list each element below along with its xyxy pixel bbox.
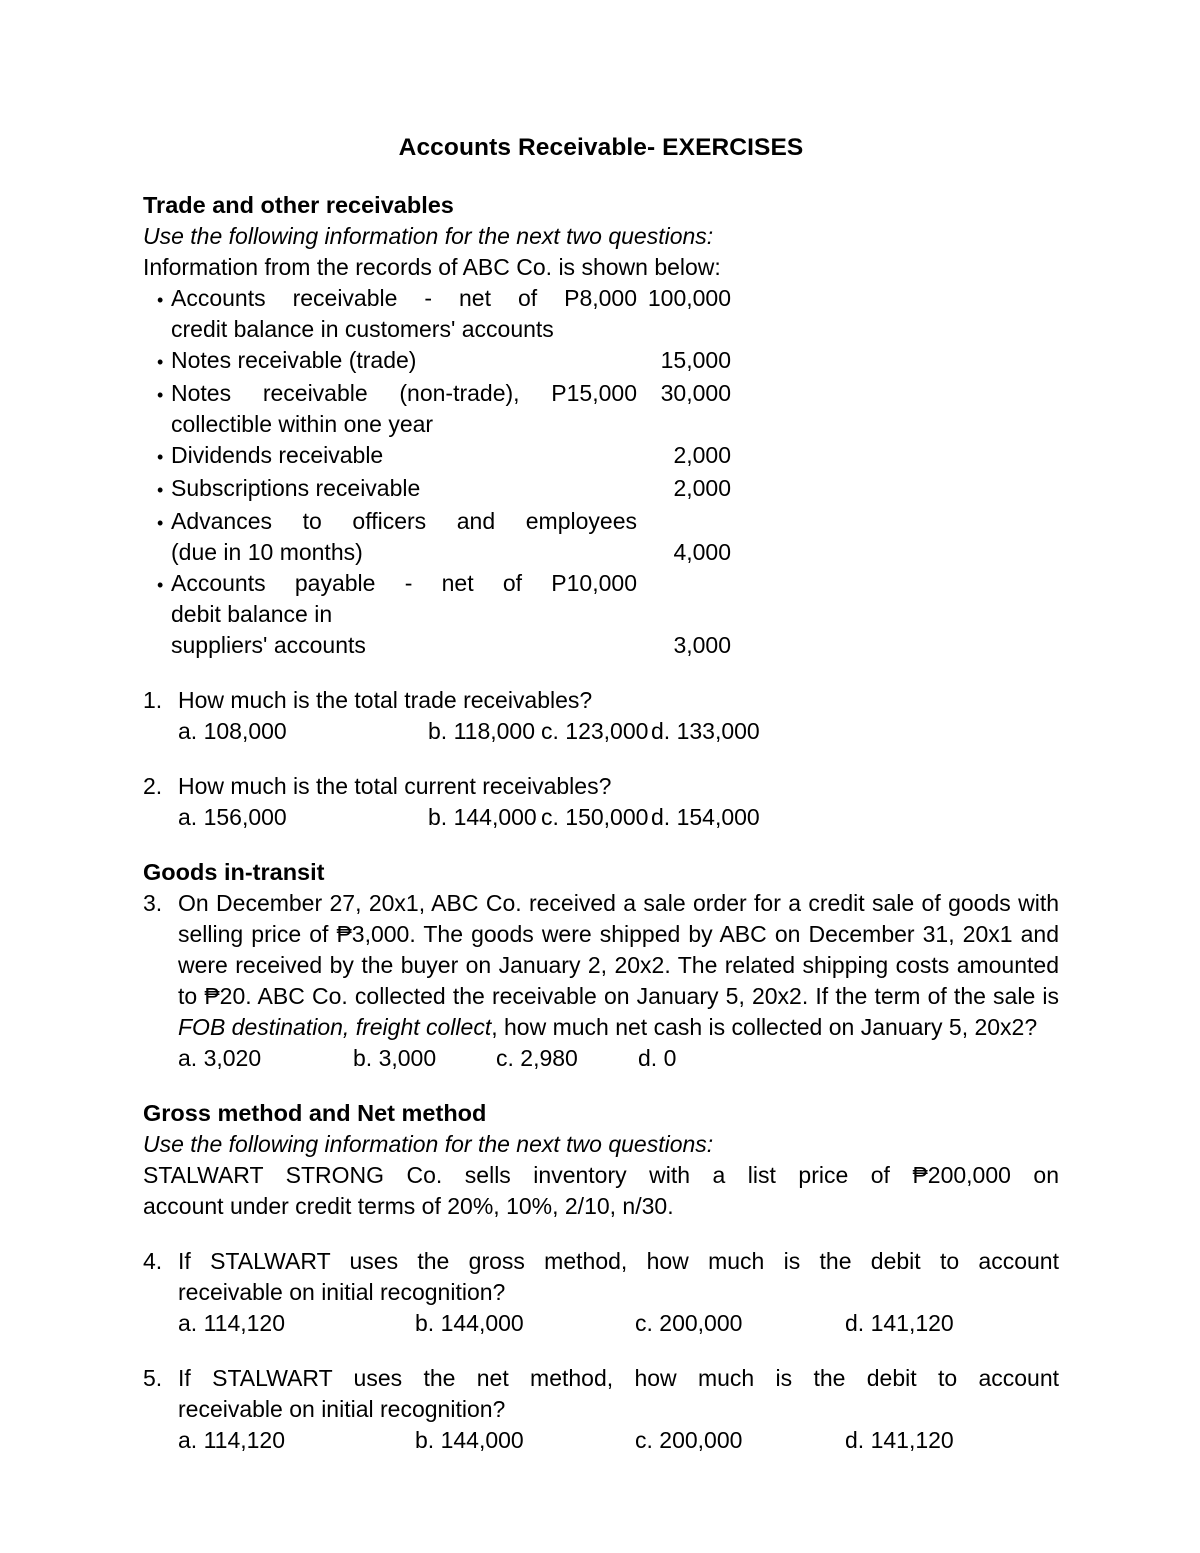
document-content [143, 133, 1059, 1456]
question-text-line-1: If STALWART uses the net method, how much is the debit to account [178, 1365, 1059, 1391]
question-body [178, 1246, 1059, 1308]
section-heading-gross-net: Gross method and Net method [143, 1100, 487, 1126]
question-text-part-a: On December 27, 20x1, ABC Co. received a sale order for a credit sale of goods with selling price of ₱3,000. The goods were shipped by ABC on December 31, 20x1 and were received by the buyer on January 2, 20x2. The related shipping costs amounted to ₱20. ABC Co. collected the receivable on January 5, 20x2. If the term of the sale is [178, 890, 1059, 1009]
question-text: How much is the total current receivables? [178, 773, 612, 799]
page-title: Accounts Receivable- EXERCISES [398, 134, 804, 161]
list-item-value: 100,000 [647, 285, 731, 311]
spacer [143, 1074, 1059, 1098]
list-item [143, 283, 755, 345]
list-item [143, 440, 755, 473]
list-item-label-line1: Dividends receivable [171, 442, 384, 468]
list-item-label-line1: Accounts receivable - net of P8,000 [171, 285, 637, 311]
option-c[interactable]: c. 200,000 [635, 1310, 743, 1336]
list-item-value: 30,000 [660, 380, 731, 406]
spacer [143, 163, 1059, 190]
list-item-label [171, 506, 641, 568]
option-a[interactable]: a. 114,120 [178, 1427, 286, 1453]
question-text-italic: FOB destination, freight collect [178, 1014, 492, 1040]
question-number: 2. [143, 773, 163, 799]
option-b[interactable]: b. 144,000 [415, 1427, 524, 1453]
list-item-label [171, 440, 641, 471]
spacer [143, 747, 1059, 771]
question-body [178, 1363, 1059, 1425]
list-item-value: 2,000 [673, 442, 731, 468]
options-question-1 [143, 716, 1059, 747]
question-text-part-b: , how much net cash is collected on January 5, 20x2? [491, 1014, 1038, 1040]
list-item-label-line1: Accounts payable - net of P10,000 [171, 570, 637, 596]
spacer [143, 833, 1059, 857]
option-a[interactable]: a. 114,120 [178, 1310, 286, 1336]
list-item-label-line2: credit balance in customers' accounts [171, 316, 554, 342]
option-d[interactable]: d. 154,000 [651, 804, 760, 830]
option-b[interactable]: b. 3,000 [353, 1045, 437, 1071]
option-c[interactable]: c. 2,980 [496, 1045, 578, 1071]
question-text-line-1: If STALWART uses the gross method, how much is the debit to account [178, 1248, 1059, 1274]
list-item-value: 2,000 [673, 475, 731, 501]
option-d[interactable]: d. 133,000 [651, 718, 760, 744]
options-question-4 [143, 1308, 1059, 1339]
list-item-label-line1: Advances to officers and employees [171, 508, 637, 534]
question-text [178, 888, 1059, 1043]
question-4 [143, 1246, 1059, 1308]
list-item-label-line2: collectible within one year [171, 411, 434, 437]
question-number: 3. [143, 890, 163, 916]
spacer [143, 661, 1059, 685]
list-item-value: 15,000 [660, 347, 731, 373]
spacer [143, 1222, 1059, 1246]
scenario-line-1: STALWART STRONG Co. sells inventory with a list price of ₱200,000 on [143, 1162, 1059, 1188]
bullet-icon: • [157, 513, 164, 533]
receivables-list [143, 283, 755, 661]
list-item-label [171, 473, 641, 504]
list-item-label [171, 568, 641, 661]
question-2 [143, 771, 1059, 802]
list-item-label [171, 378, 641, 440]
option-d[interactable]: d. 141,120 [845, 1310, 954, 1336]
bullet-icon: • [157, 352, 164, 372]
options-question-5 [143, 1425, 1059, 1456]
question-number: 5. [143, 1365, 163, 1391]
intro-trade: Information from the records of ABC Co. is shown below: [143, 254, 721, 280]
option-c[interactable]: c. 123,000 [541, 718, 649, 744]
list-item-label-line1: Subscriptions receivable [171, 475, 421, 501]
option-d[interactable]: d. 0 [638, 1045, 677, 1071]
list-item-value: 4,000 [673, 539, 731, 565]
option-c[interactable]: c. 150,000 [541, 804, 649, 830]
list-item [143, 378, 755, 440]
question-text: How much is the total trade receivables? [178, 687, 593, 713]
option-a[interactable]: a. 3,020 [178, 1045, 262, 1071]
options-question-3 [143, 1043, 1059, 1074]
question-number: 4. [143, 1248, 163, 1274]
question-number: 1. [143, 687, 163, 713]
question-body [178, 888, 1059, 1043]
section-heading-trade: Trade and other receivables [143, 192, 454, 218]
option-b[interactable]: b. 144,000 [415, 1310, 524, 1336]
list-item-label-line3: suppliers' accounts [171, 632, 366, 658]
list-item-label-line2: debit balance in [171, 601, 333, 627]
list-item-label [171, 283, 641, 345]
question-1 [143, 685, 1059, 716]
bullet-icon: • [157, 575, 164, 595]
bullet-icon: • [157, 385, 164, 405]
list-item-label [171, 345, 641, 376]
options-question-2 [143, 802, 1059, 833]
section-heading-goods: Goods in-transit [143, 859, 325, 885]
option-d[interactable]: d. 141,120 [845, 1427, 954, 1453]
bullet-icon: • [157, 447, 164, 467]
question-body [178, 685, 1059, 716]
option-c[interactable]: c. 200,000 [635, 1427, 743, 1453]
list-item-label-line2: (due in 10 months) [171, 539, 363, 565]
option-a[interactable]: a. 108,000 [178, 718, 287, 744]
scenario-line-2: account under credit terms of 20%, 10%, 2/10, n/30. [143, 1193, 674, 1219]
question-text-line-2: receivable on initial recognition? [178, 1396, 506, 1422]
instruction-gross-net: Use the following information for the next two questions: [143, 1131, 714, 1157]
list-item-value: 3,000 [673, 632, 731, 658]
option-b[interactable]: b. 118,000 [428, 718, 536, 744]
option-a[interactable]: a. 156,000 [178, 804, 287, 830]
question-5 [143, 1363, 1059, 1425]
question-3 [143, 888, 1059, 1043]
list-item [143, 506, 755, 568]
list-item-label-line1: Notes receivable (trade) [171, 347, 417, 373]
bullet-icon: • [157, 290, 164, 310]
question-body [178, 771, 1059, 802]
bullet-icon: • [157, 480, 164, 500]
instruction-trade: Use the following information for the next two questions: [143, 223, 714, 249]
list-item-label-line1: Notes receivable (non-trade), P15,000 [171, 380, 637, 406]
spacer [143, 1339, 1059, 1363]
option-b[interactable]: b. 144,000 [428, 804, 537, 830]
list-item [143, 473, 755, 506]
question-text-line-2: receivable on initial recognition? [178, 1279, 506, 1305]
list-item [143, 568, 755, 661]
list-item [143, 345, 755, 378]
